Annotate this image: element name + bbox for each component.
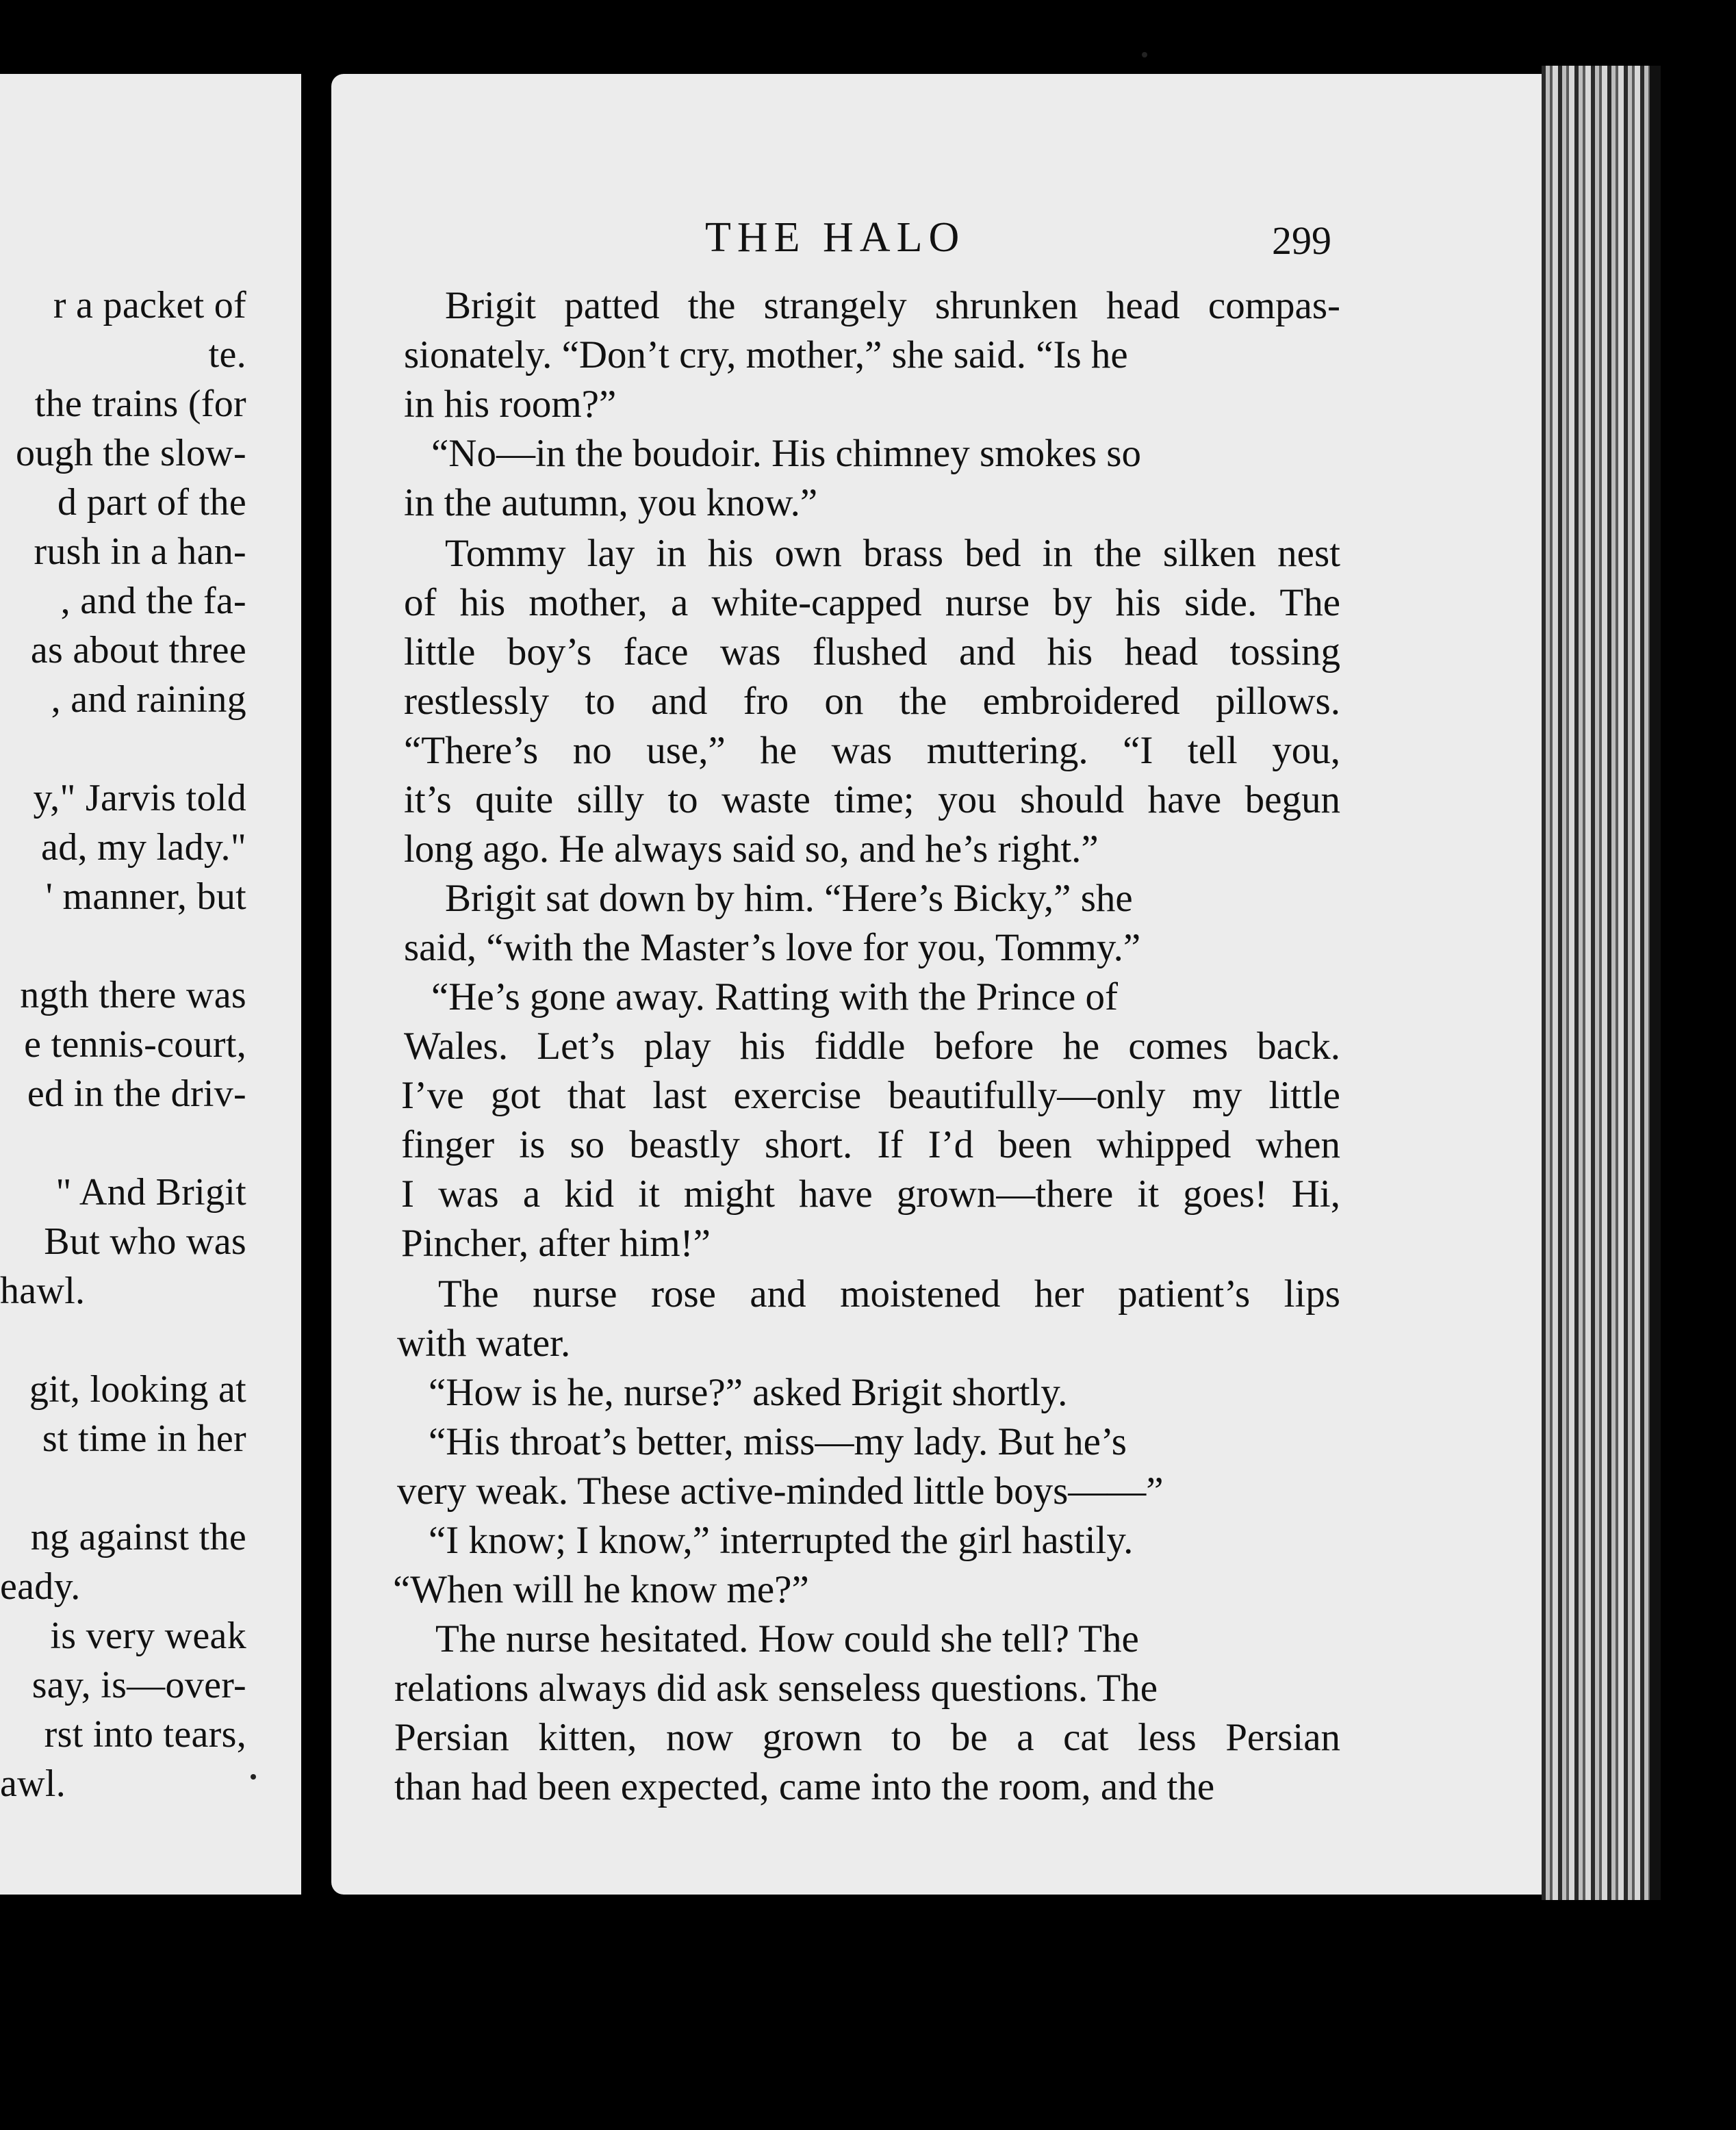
body-line: I’ve got that last exercise beautifully—only my little xyxy=(401,1074,1340,1117)
left-page-line: the trains (for xyxy=(34,383,246,425)
body-line: Persian kitten, now grown to be a cat less Persian xyxy=(394,1716,1340,1759)
left-page-line: git, looking at xyxy=(29,1368,246,1411)
left-page-line: r a packet of xyxy=(53,284,246,326)
left-page-line: as about three xyxy=(30,629,246,671)
left-page-line: st time in her xyxy=(42,1417,246,1460)
book-cover-edge xyxy=(1650,66,1661,1900)
body-line: “There’s no use,” he was muttering. “I tell you, xyxy=(404,729,1340,772)
body-line: “His throat’s better, miss—my lady. But he’s xyxy=(429,1420,1127,1463)
body-line: in the autumn, you know.” xyxy=(404,481,818,524)
left-page-line: ad, my lady." xyxy=(41,826,246,869)
body-line: of his mother, a white-capped nurse by his side. The xyxy=(404,581,1340,624)
left-page-line: But who was xyxy=(44,1220,246,1263)
body-line: than had been expected, came into the room, and the xyxy=(394,1765,1215,1808)
left-page-line: ed in the driv- xyxy=(27,1073,246,1115)
left-page-line: awl. xyxy=(0,1762,66,1805)
page-number: 299 xyxy=(1272,218,1331,263)
body-line: it’s quite silly to waste time; you should have begun xyxy=(404,778,1340,821)
body-line: relations always did ask senseless questions. The xyxy=(394,1667,1158,1710)
dust-speck xyxy=(1142,52,1147,57)
left-page-line: " And Brigit xyxy=(55,1171,246,1214)
body-line: restlessly to and fro on the embroidered pillows. xyxy=(404,680,1340,723)
page-edges xyxy=(1542,66,1657,1900)
body-line: The nurse rose and moistened her patient’s lips xyxy=(438,1272,1340,1316)
left-page-line: ngth there was xyxy=(20,974,246,1016)
body-line: “No—in the boudoir. His chimney smokes so xyxy=(431,432,1141,475)
left-page-line: d part of the xyxy=(57,481,246,524)
body-line: The nurse hesitated. How could she tell? The xyxy=(435,1617,1139,1660)
body-line: in his room?” xyxy=(404,383,617,426)
left-page-line: hawl. xyxy=(0,1270,86,1312)
body-line: Tommy lay in his own brass bed in the silken nest xyxy=(445,532,1340,575)
left-page-line: y," Jarvis told xyxy=(33,777,246,819)
body-line: said, “with the Master’s love for you, Tommy.” xyxy=(404,926,1141,969)
left-page-line: ' manner, but xyxy=(45,875,246,918)
body-line: finger is so beastly short. If I’d been whipped when xyxy=(401,1123,1340,1166)
left-page-line: rst into tears, xyxy=(44,1713,246,1756)
body-line: “How is he, nurse?” asked Brigit shortly. xyxy=(429,1371,1068,1414)
left-page-line: say, is—over- xyxy=(31,1664,246,1706)
left-page-line: te. xyxy=(208,333,246,376)
left-page xyxy=(0,74,301,1895)
body-line: Pincher, after him!” xyxy=(401,1222,711,1265)
left-page-line: ng against the xyxy=(30,1516,246,1558)
left-page-line: rush in a han- xyxy=(34,530,246,573)
left-page-line: , and the fa- xyxy=(60,580,246,622)
left-page-line: e tennis-court, xyxy=(24,1023,246,1066)
body-line: with water. xyxy=(397,1322,571,1365)
left-page-line: , and raining xyxy=(51,678,246,721)
running-title: THE HALO xyxy=(705,214,966,261)
body-line: I was a kid it might have grown—there it goes! Hi, xyxy=(401,1172,1340,1216)
body-line: little boy’s face was flushed and his head tossing xyxy=(404,630,1340,673)
body-line: “He’s gone away. Ratting with the Prince of xyxy=(431,975,1119,1018)
body-line: Wales. Let’s play his fiddle before he comes back. xyxy=(404,1025,1340,1068)
left-page-line: is very weak xyxy=(50,1615,246,1657)
dust-speck xyxy=(251,1774,256,1780)
body-line: sionately. “Don’t cry, mother,” she said. “Is he xyxy=(404,333,1128,376)
left-page-line: ough the slow- xyxy=(15,432,246,474)
body-line: Brigit sat down by him. “Here’s Bicky,” she xyxy=(445,877,1133,920)
body-line: very weak. These active-minded little boys——” xyxy=(397,1470,1164,1513)
body-line: “When will he know me?” xyxy=(393,1568,809,1611)
book-gutter xyxy=(301,68,331,1903)
body-line: long ago. He always said so, and he’s right.” xyxy=(404,827,1099,871)
left-page-line: eady. xyxy=(0,1565,81,1608)
body-line: “I know; I know,” interrupted the girl hastily. xyxy=(429,1519,1134,1562)
body-line: Brigit patted the strangely shrunken head compas- xyxy=(445,284,1340,327)
